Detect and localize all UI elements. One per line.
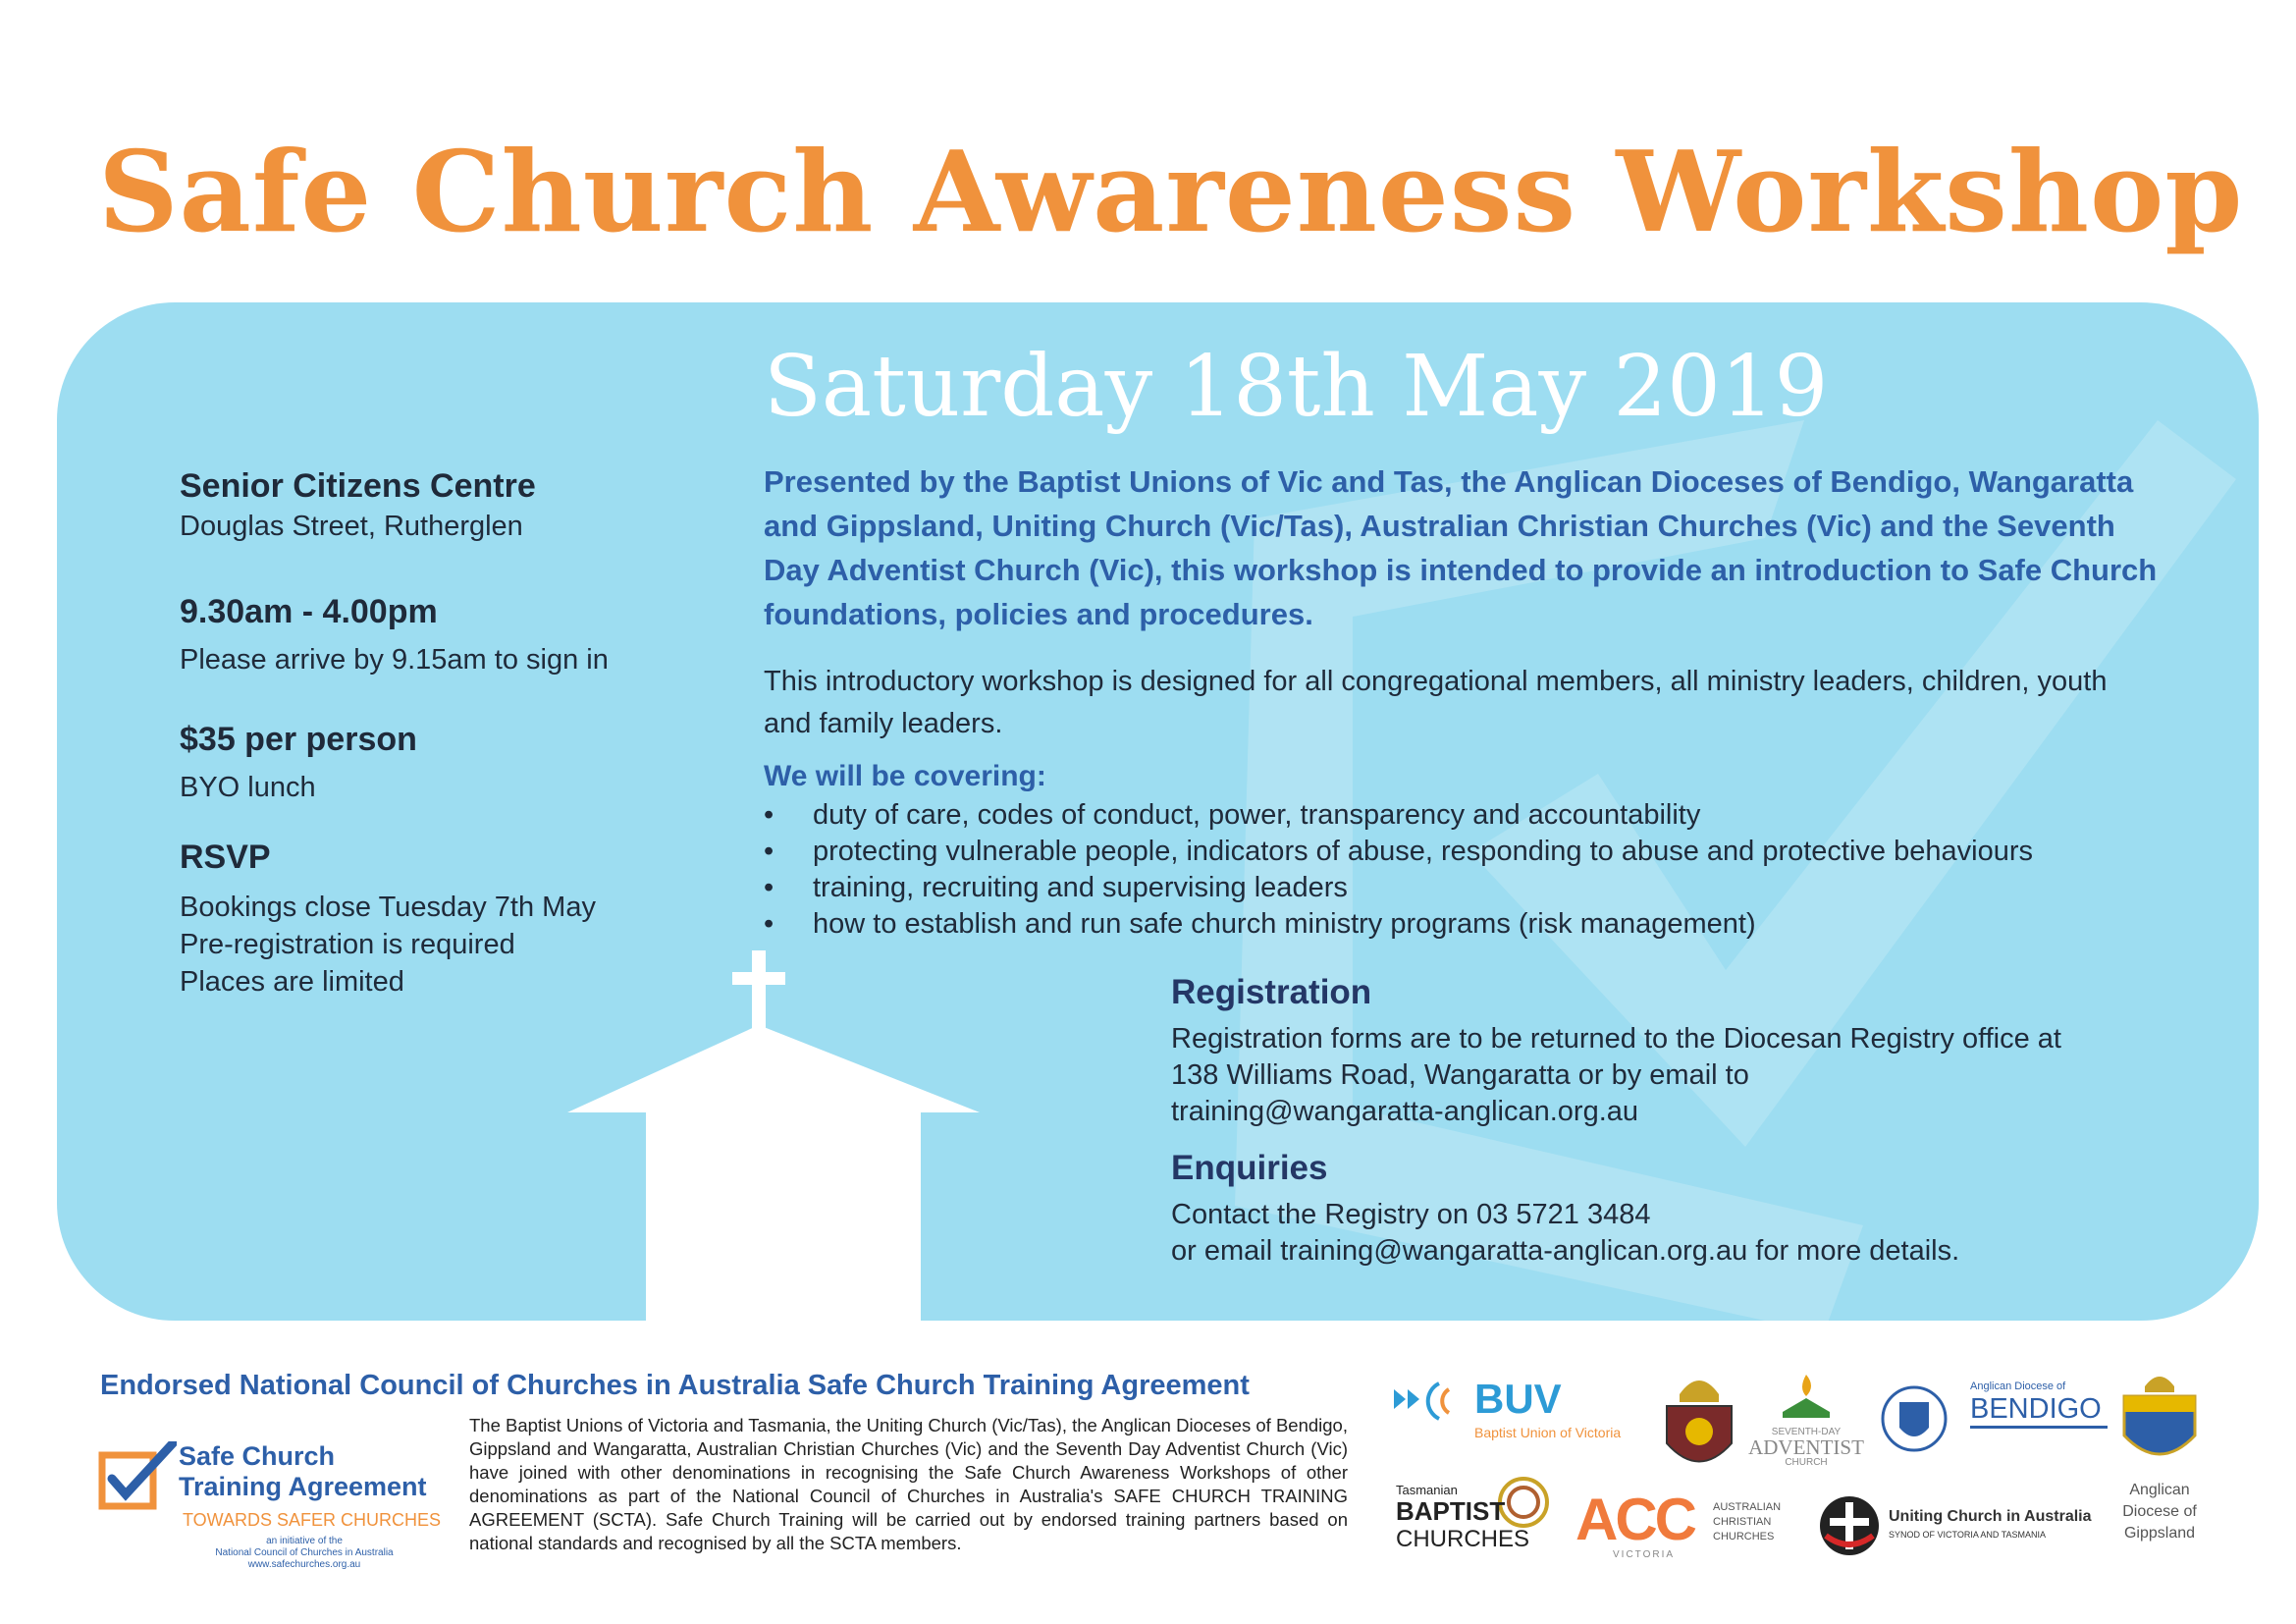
gippsland-crest-icon: [2110, 1367, 2209, 1475]
registration-email: training@wangaratta-anglican.org.au: [1171, 1096, 1639, 1127]
covering-list: [764, 797, 2236, 943]
scta-tagline: TOWARDS SAFER CHURCHES: [183, 1510, 442, 1530]
event-date: Saturday 18th May 2019: [764, 338, 1829, 436]
footer-title: Endorsed National Council of Churches in Australia Safe Church Training Agreement: [100, 1370, 1250, 1401]
bendigo-logo: Anglican Diocese of BENDIGO: [1880, 1377, 2096, 1465]
venue-name: Senior Citizens Centre: [180, 467, 536, 505]
footer-text: The Baptist Unions of Victoria and Tasmania, the Uniting Church (Vic/Tas), the Anglican Dioceses of Bendigo, Gippsland and Wangaratta, Australian Christian Churches (Vic) and the Seventh Day Adventist Church (Vic) have joined with other denominations in recognising the Safe Church Awareness Workshops of other denominations as part of the National Council of Churches in Australia's SAFE CHURCH TRAINING AGREEMENT (SCTA). Safe Church Training will be carried out by endorsed training partners based on national standards and recognised by all the SCTA members.: [469, 1415, 1348, 1553]
buv-arrows-icon: [1394, 1380, 1472, 1429]
list-item: • how to establish and run safe church ministry programs (risk management): [764, 906, 2236, 943]
registration-heading: Registration: [1171, 973, 1372, 1011]
uniting-church-logo: Uniting Church in Australia SYNOD OF VICTORIA AND TASMANIA: [1818, 1494, 2093, 1563]
rsvp-line: Pre-registration is required: [180, 929, 515, 960]
bishop-crest-logo: [1655, 1367, 1743, 1485]
info-panel: [57, 302, 2259, 1321]
rsvp-line: Bookings close Tuesday 7th May: [180, 892, 596, 923]
description-paragraph: This introductory workshop is designed for all congregational members, all ministry leaders, children, youth and family leaders.: [764, 666, 2108, 739]
gippsland-logo: Anglican Diocese of Gippsland: [2101, 1367, 2218, 1563]
rsvp-heading: RSVP: [180, 839, 271, 876]
registration-line: Registration forms are to be returned to the Diocesan Registry office at: [1171, 1023, 2061, 1055]
enquiries-line: Contact the Registry on 03 5721 3484: [1171, 1199, 1651, 1230]
scta-small-text: an initiative of the National Council of Churches in Australia www.safechurches.org.au: [215, 1536, 394, 1570]
registration-section: [1171, 970, 2212, 1270]
adventist-logo: SEVENTH-DAY ADVENTIST CHURCH: [1747, 1373, 1865, 1481]
bendigo-crest-icon: [1880, 1377, 1949, 1461]
checkbox-tick-icon: [98, 1441, 177, 1510]
adventist-flame-icon: [1777, 1373, 1836, 1422]
uniting-cross-icon: [1818, 1494, 1881, 1557]
covering-heading: We will be covering:: [764, 760, 1046, 792]
tasmanian-baptist-logo: Tasmanian BAPTIST CHURCHES: [1396, 1473, 1563, 1561]
page-title: Safe Church Awareness Workshop: [98, 127, 2244, 257]
time-range: 9.30am - 4.00pm: [180, 593, 438, 630]
venue-address: Douglas Street, Rutherglen: [180, 511, 523, 542]
scta-logo: [98, 1422, 461, 1579]
intro-paragraph: Presented by the Baptist Unions of Vic and Tas, the Anglican Dioceses of Bendigo, Wangaratta and Gippsland, Uniting Church (Vic/Tas), Australian Christian Churches (Vic) and the Seventh Day Adventist Church (Vic), this workshop is intended to provide an introduction to Safe Church foundations, policies and procedures.: [764, 464, 2158, 631]
list-item: • training, recruiting and supervising leaders: [764, 870, 2236, 906]
arrival-note: Please arrive by 9.15am to sign in: [180, 644, 609, 676]
scta-name: Safe Church Training Agreement: [179, 1441, 427, 1501]
event-details: [180, 464, 729, 1001]
crest-icon: [1655, 1367, 1743, 1485]
acc-logo: ACC VICTORIA AUSTRALIAN CHRISTIAN CHURCHES: [1575, 1487, 1782, 1560]
enquiries-heading: Enquiries: [1171, 1149, 1328, 1187]
church-silhouette-icon: [567, 950, 980, 1321]
buv-logo: BUV Baptist Union of Victoria: [1394, 1380, 1639, 1448]
lunch-note: BYO lunch: [180, 772, 316, 803]
enquiries-line: or email training@wangaratta-anglican.org.au for more details.: [1171, 1235, 1960, 1267]
price: $35 per person: [180, 721, 417, 758]
list-item: • protecting vulnerable people, indicators of abuse, responding to abuse and protective behaviours: [764, 834, 2236, 870]
registration-line: 138 Williams Road, Wangaratta or by email to: [1171, 1059, 1749, 1091]
list-item: • duty of care, codes of conduct, power, transparency and accountability: [764, 797, 2236, 834]
rsvp-line: Places are limited: [180, 966, 404, 998]
